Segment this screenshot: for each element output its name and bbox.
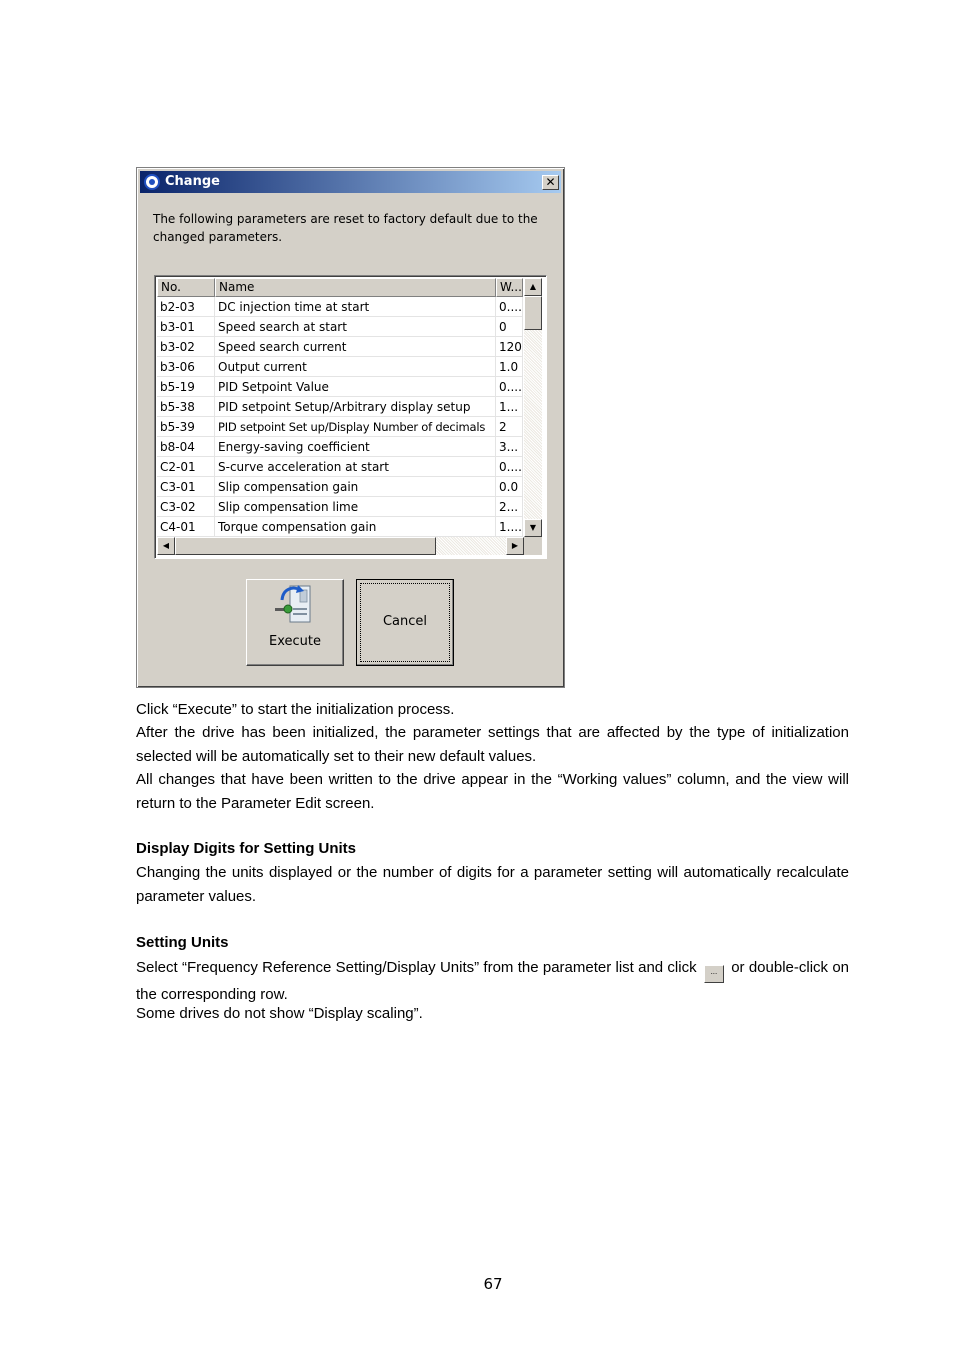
arrow-right-icon: ▶ <box>511 541 519 550</box>
row-value: 120 <box>496 337 523 357</box>
ellipsis-icon: ... <box>710 967 718 976</box>
setting-units-text-b: or double-click on the corresponding row. <box>136 959 850 1003</box>
horizontal-scrollbar[interactable] <box>157 537 524 555</box>
row-number: b2-03 <box>157 297 215 317</box>
list-rows <box>155 297 525 537</box>
change-icon <box>144 174 160 190</box>
row-name: Output current <box>215 357 496 377</box>
ellipsis-button <box>704 965 724 983</box>
vertical-scrollbar[interactable] <box>524 278 542 537</box>
dialog-message: The following parameters are reset to factory default due to the changed parameters. <box>153 212 538 244</box>
row-name: Slip compensation gain <box>215 477 496 497</box>
execute-button[interactable] <box>246 579 344 666</box>
row-name: Slip compensation lime <box>215 497 496 517</box>
cancel-button[interactable] <box>356 579 454 666</box>
row-number: b5-38 <box>157 397 215 417</box>
page-number: 67 <box>483 1275 503 1293</box>
row-number: C2-01 <box>157 457 215 477</box>
execute-label: Execute <box>269 634 321 649</box>
row-name: Torque compensation gain <box>215 517 496 537</box>
paragraph-working-values: All changes that have been written to the drive appear in the “Working values” column, and the view will return to the Parameter Edit screen. <box>136 771 849 812</box>
row-name: PID setpoint Set up/Display Number of decimals <box>215 417 496 437</box>
row-value: 0.... <box>496 297 523 317</box>
row-name: PID setpoint Setup/Arbitrary display setup <box>215 397 496 417</box>
dialog-title: Change <box>165 174 220 189</box>
row-name: DC injection time at start <box>215 297 496 317</box>
row-number: b5-39 <box>157 417 215 437</box>
scroll-up-button[interactable] <box>524 278 542 296</box>
parameter-list[interactable] <box>154 275 547 559</box>
row-value: 2... <box>496 497 523 517</box>
row-value: 2 <box>496 417 523 437</box>
table-row[interactable] <box>157 337 523 357</box>
dialog-titlebar[interactable] <box>140 171 561 193</box>
vertical-scroll-thumb[interactable] <box>524 296 542 330</box>
horizontal-scroll-thumb[interactable] <box>175 537 436 555</box>
close-icon: ✕ <box>545 175 556 189</box>
paragraph-display-digits: Changing the units displayed or the number of digits for a parameter setting will automatically recalculate parameter values. <box>136 864 849 905</box>
paragraph-initialized: After the drive has been initialized, the parameter settings that are affected by the type of initialization selected will be automatically set to their new default values. <box>136 724 849 765</box>
row-value: 0.... <box>496 457 523 477</box>
scroll-right-button[interactable] <box>506 537 524 555</box>
table-row[interactable] <box>157 497 523 517</box>
row-number: C3-01 <box>157 477 215 497</box>
row-value: 1.... <box>496 517 523 537</box>
row-number: b3-06 <box>157 357 215 377</box>
table-row[interactable] <box>157 357 523 377</box>
table-row[interactable] <box>157 297 523 317</box>
column-header-working-value[interactable]: W... <box>496 278 523 297</box>
row-name: Energy-saving coefficient <box>215 437 496 457</box>
arrow-left-icon: ◀ <box>162 541 170 550</box>
row-number: C3-02 <box>157 497 215 517</box>
column-header-no[interactable]: No. <box>157 278 215 297</box>
close-button[interactable] <box>542 175 559 190</box>
change-dialog <box>136 167 565 688</box>
row-value: 0 <box>496 317 523 337</box>
table-row[interactable] <box>157 457 523 477</box>
row-value: 3... <box>496 437 523 457</box>
paragraph-execute: Click “Execute” to start the initialization process. <box>136 701 455 718</box>
column-header-name[interactable]: Name <box>215 278 496 297</box>
list-header <box>157 278 523 297</box>
heading-display-digits: Display Digits for Setting Units <box>136 840 357 857</box>
setting-units-text-a: Select “Frequency Reference Setting/Display Units” from the parameter list and click <box>136 959 697 976</box>
scrollbar-corner <box>524 537 542 555</box>
table-row[interactable] <box>157 477 523 497</box>
row-number: b3-02 <box>157 337 215 357</box>
row-number: b8-04 <box>157 437 215 457</box>
table-row[interactable] <box>157 397 523 417</box>
scroll-left-button[interactable] <box>157 537 175 555</box>
row-name: S-curve acceleration at start <box>215 457 496 477</box>
table-row[interactable] <box>157 377 523 397</box>
row-number: C4-01 <box>157 517 215 537</box>
arrow-down-icon: ▼ <box>529 523 537 532</box>
row-value: 1... <box>496 397 523 417</box>
row-number: b5-19 <box>157 377 215 397</box>
row-name: Speed search current <box>215 337 496 357</box>
arrow-up-icon: ▲ <box>529 282 537 291</box>
heading-setting-units: Setting Units <box>136 934 229 951</box>
row-number: b3-01 <box>157 317 215 337</box>
row-value: 0.... <box>496 377 523 397</box>
row-value: 1.0 <box>496 357 523 377</box>
paragraph-display-scaling: Some drives do not show “Display scaling”. <box>136 1005 423 1022</box>
row-value: 0.0 <box>496 477 523 497</box>
table-row[interactable] <box>157 417 523 437</box>
table-row[interactable] <box>157 437 523 457</box>
row-name: Speed search at start <box>215 317 496 337</box>
execute-icon <box>274 584 318 624</box>
row-name: PID Setpoint Value <box>215 377 496 397</box>
table-row[interactable] <box>157 317 523 337</box>
paragraph-setting-units <box>136 956 849 1007</box>
table-row[interactable] <box>157 517 523 537</box>
cancel-label: Cancel <box>382 614 428 629</box>
scroll-down-button[interactable] <box>524 519 542 537</box>
